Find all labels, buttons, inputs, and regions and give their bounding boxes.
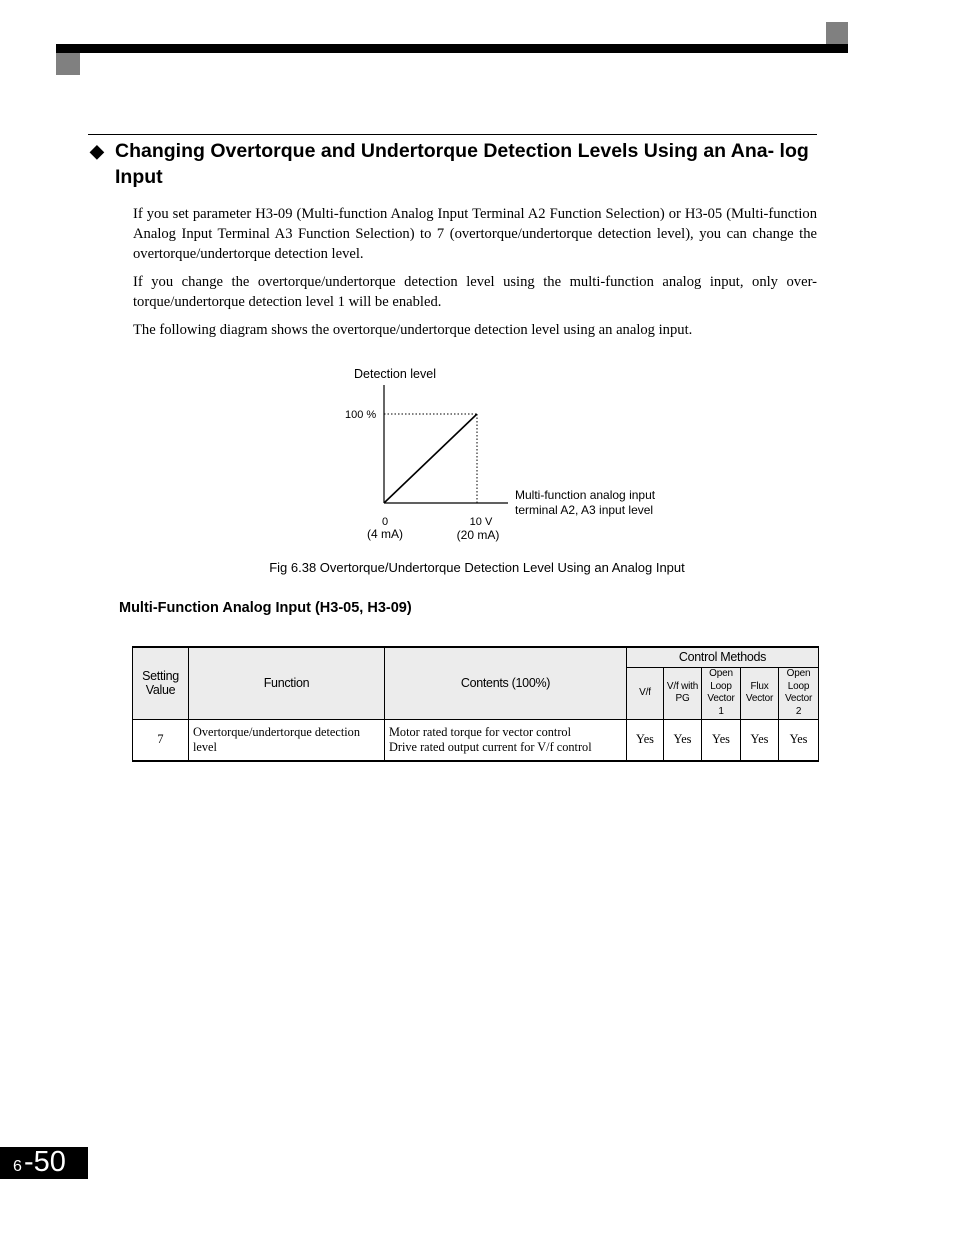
section-title-text: Changing Overtorque and Undertorque Detection Levels Using an Ana- log Input (115, 140, 809, 188)
table-heading: Multi-Function Analog Input (H3-05, H3-09) (119, 600, 412, 616)
page-number-tab (0, 1147, 88, 1179)
cell-setting: 7 (133, 719, 189, 761)
cell-method-olv1: Yes (702, 719, 741, 761)
parameter-table (132, 646, 819, 762)
detection-line (384, 414, 477, 503)
header-contents: Contents (100%) (385, 647, 627, 719)
header-method-vf: V/f (627, 667, 664, 719)
cell-method-vf-pg: Yes (664, 719, 702, 761)
x-zero-sublabel: (4 mA) (367, 527, 403, 541)
x-max-label: 10 V (469, 516, 493, 528)
x-zero-label: 0 (381, 516, 389, 528)
section-heading (90, 138, 820, 190)
header-corner-block-right (826, 22, 848, 44)
y-axis-label: Detection level (354, 367, 436, 381)
x-max-sublabel: (20 mA) (456, 528, 500, 542)
paragraph-3: The following diagram shows the overtorque/undertorque detection level using an analog input. (133, 322, 693, 338)
header-method-flux: Flux Vector (741, 667, 779, 719)
paragraph-2: If you change the overtorque/undertorque detection level using the multi-function analog input, only over-torque/undertorque detection level 1 will be enabled. (133, 274, 817, 310)
diamond-bullet-icon: ◆ (90, 141, 104, 161)
cell-contents (385, 719, 627, 761)
header-method-vf-pg: V/f with PG (664, 667, 702, 719)
y-max-label: 100 % (345, 409, 377, 421)
header-corner-block-left (56, 53, 80, 75)
header-method-olv1: Open Loop Vector 1 (702, 667, 741, 719)
cell-method-flux: Yes (741, 719, 779, 761)
paragraph-1: If you set parameter H3-09 (Multi-function Analog Input Terminal A2 Function Selection) or H3-05 (Multi-function Analog Input Terminal A3 Function Selection) to 7 (overtorque/undertorque detection level), you can change the overtorque/undertorque detection level. (133, 206, 817, 262)
cell-contents-line2: Drive rated output current for V/f control (389, 739, 592, 754)
header-control-methods: Control Methods (627, 647, 819, 667)
header-bar (56, 44, 848, 53)
table-row (133, 719, 819, 761)
x-axis-label-line1: Multi-function analog input (515, 488, 656, 502)
cell-method-olv2: Yes (779, 719, 819, 761)
chapter-number: 6 (13, 1158, 22, 1175)
cell-contents-line1: Motor rated torque for vector control (389, 724, 571, 739)
cell-function: Overtorque/undertorque detection level (189, 719, 385, 761)
x-axis-label-line2: terminal A2, A3 input level (515, 503, 654, 517)
header-function: Function (189, 647, 385, 719)
section-rule (88, 134, 817, 135)
page-number: -50 (24, 1146, 66, 1178)
header-method-olv2: Open Loop Vector 2 (779, 667, 819, 719)
cell-method-vf: Yes (627, 719, 664, 761)
header-setting-value: Setting Value (133, 647, 189, 719)
figure-caption: Fig 6.38 Overtorque/Undertorque Detection Level Using an Analog Input (269, 560, 685, 575)
